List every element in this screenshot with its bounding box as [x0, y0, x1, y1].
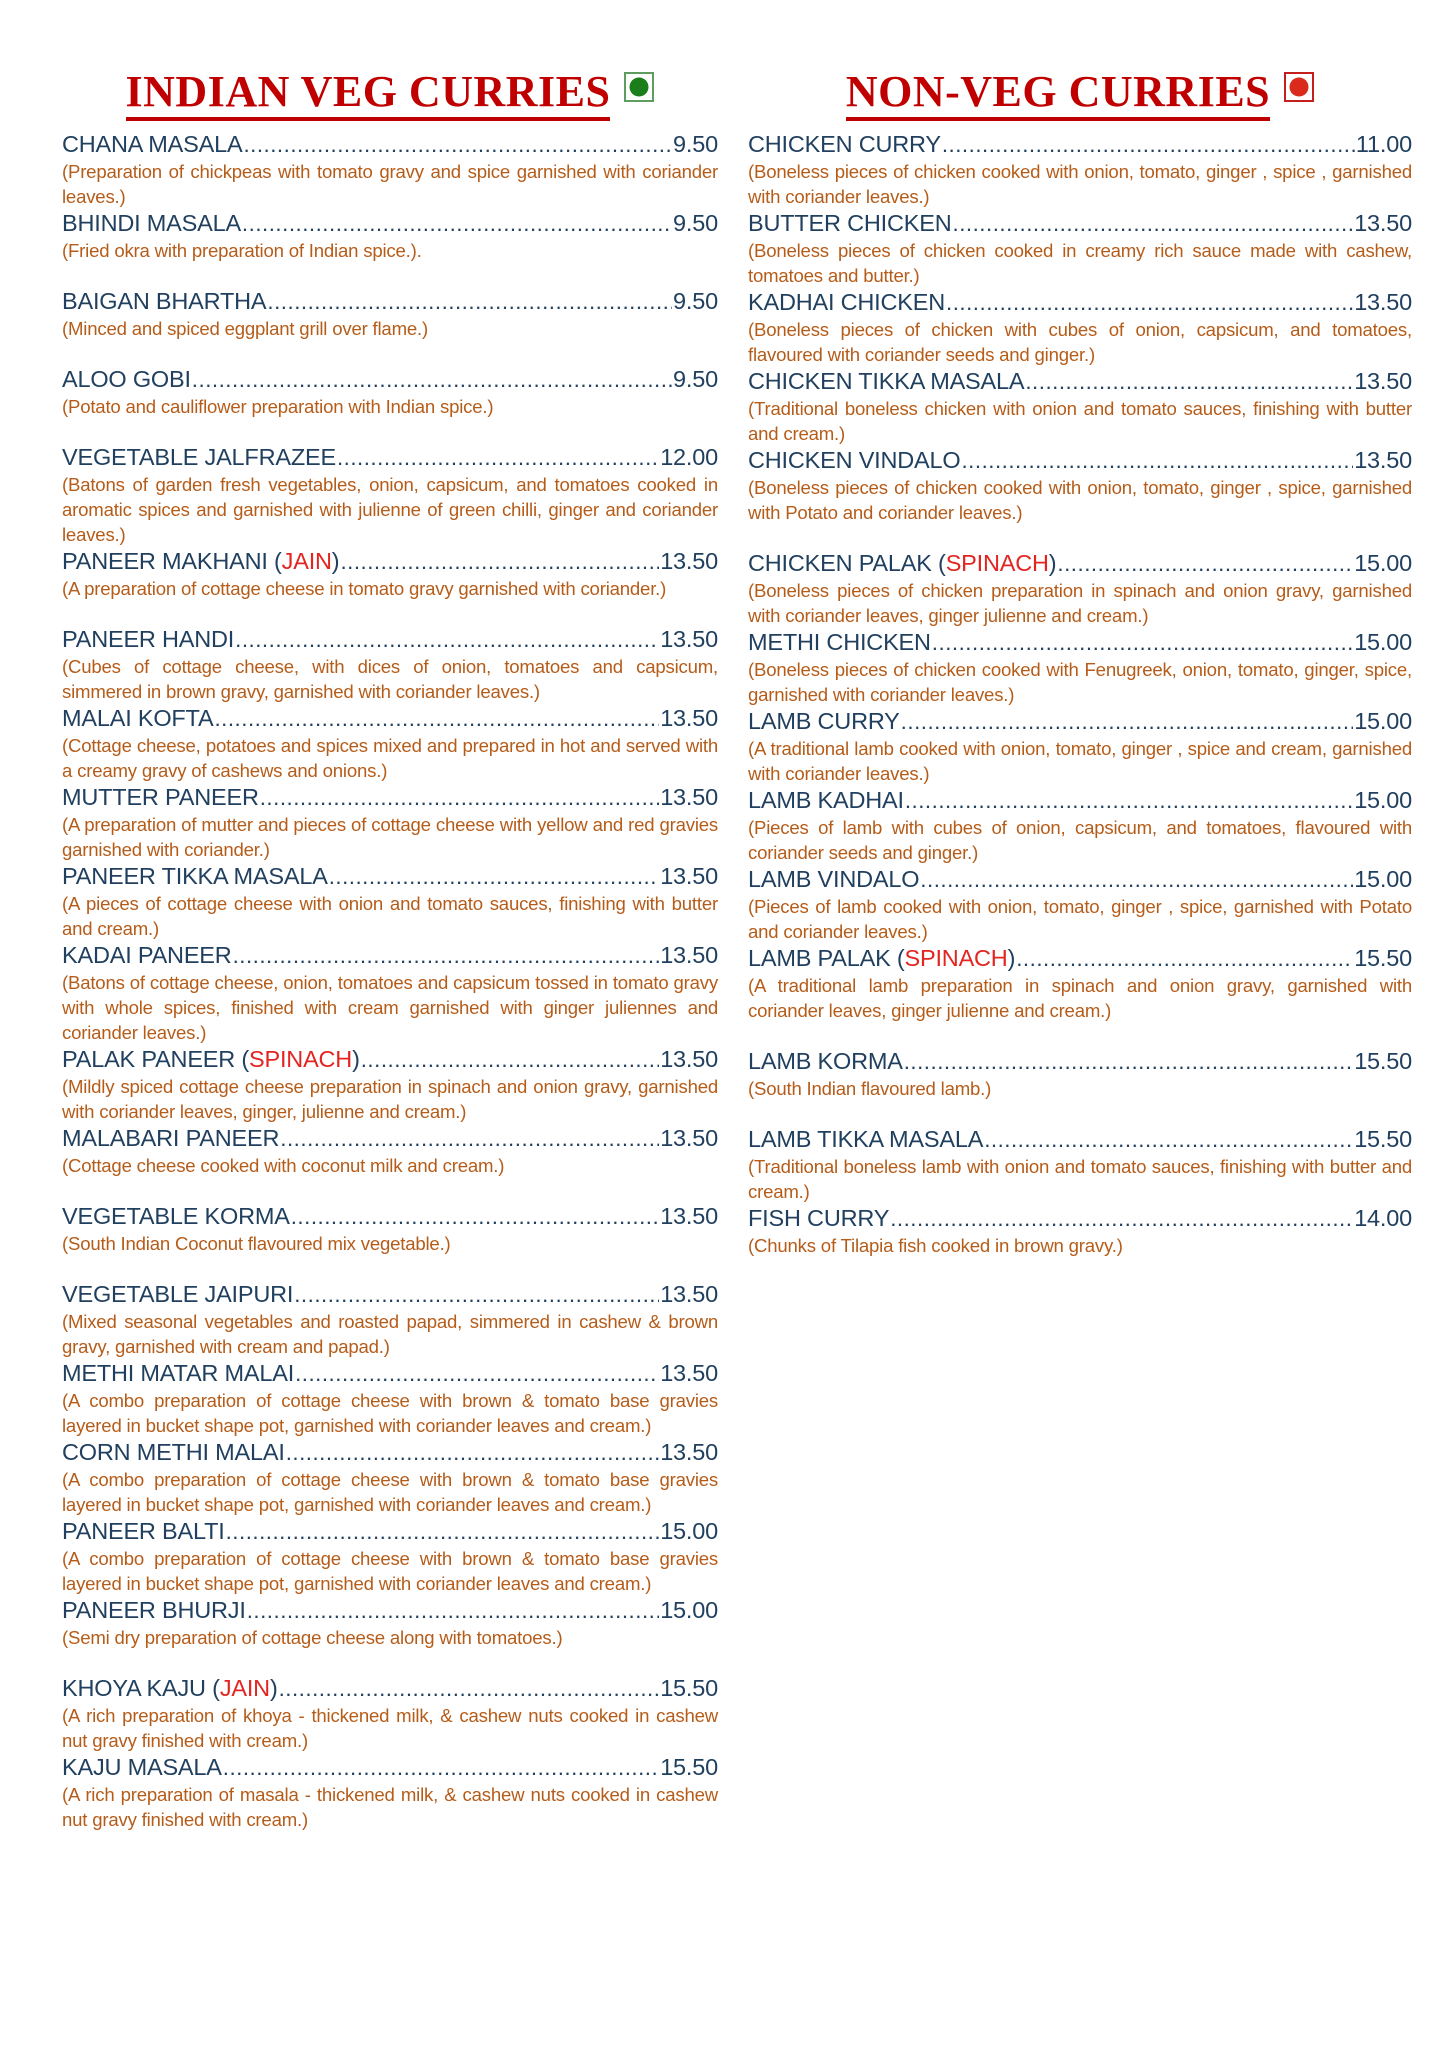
menu-item-line — [62, 288, 718, 315]
menu-item-name: CORN METHI MALAI — [62, 1439, 285, 1466]
menu-item-name: PANEER MAKHANI (JAIN) — [62, 548, 340, 575]
menu-item-price: 13.50 — [1354, 210, 1412, 237]
menu-item-description: (Fried okra with preparation of Indian spice.). — [62, 240, 422, 262]
menu-item-description: (A pieces of cottage cheese with onion and tomato sauces, finishing with butter and cream.) — [62, 893, 718, 940]
menu-item-price: 13.50 — [660, 1046, 718, 1073]
menu-item-name: MALAI KOFTA — [62, 705, 214, 732]
menu-item-description: (Cubes of cottage cheese, with dices of onion, tomatoes and capsicum, simmered in brown gravy, garnished with coriander leaves.) — [62, 656, 718, 703]
menu-item-name: LAMB KORMA — [748, 1048, 903, 1075]
menu-item — [748, 866, 1412, 944]
menu-item-name: KHOYA KAJU (JAIN) — [62, 1675, 278, 1702]
menu-item-price: 13.50 — [660, 1203, 718, 1230]
menu-item-description: (A traditional lamb cooked with onion, tomato, ginger , spice and cream, garnished with coriander leaves.) — [748, 738, 1412, 785]
menu-item-line — [62, 1439, 718, 1466]
menu-item-description: (Cottage cheese, potatoes and spices mixed and prepared in hot and served with a creamy gravy of cashews and onions.) — [62, 735, 718, 782]
menu-item-description: (Traditional boneless chicken with onion and tomato sauces, finishing with butter and cream.) — [748, 398, 1412, 445]
menu-item-line — [62, 366, 718, 393]
dot-leader — [223, 1754, 659, 1781]
menu-item-price: 13.50 — [1354, 368, 1412, 395]
menu-item — [62, 210, 718, 263]
dot-leader — [361, 1046, 659, 1073]
menu-item-price: 13.50 — [1354, 447, 1412, 474]
menu-item-name: ALOO GOBI — [62, 366, 191, 393]
menu-item-line — [62, 131, 718, 158]
dot-leader — [337, 444, 659, 471]
menu-item-name: PANEER TIKKA MASALA — [62, 863, 328, 890]
menu-item-description: (A combo preparation of cottage cheese with brown & tomato base gravies layered in bucket shape pot, garnished with coriander leaves and cream.) — [62, 1548, 718, 1595]
menu-item-line — [748, 368, 1412, 395]
dietary-tag: SPINACH — [945, 550, 1049, 577]
menu-item-line — [62, 705, 718, 732]
menu-item-name: CHICKEN PALAK (SPINACH) — [748, 550, 1057, 577]
menu-item — [62, 366, 718, 419]
menu-item-name: LAMB CURRY — [748, 708, 900, 735]
menu-item-name: KADAI PANEER — [62, 942, 232, 969]
dot-leader — [280, 1125, 659, 1152]
menu-item-name: LAMB VINDALO — [748, 866, 920, 893]
veg-section-title — [62, 68, 718, 121]
menu-item-line — [62, 784, 718, 811]
menu-item-price: 15.00 — [1354, 550, 1412, 577]
menu-item-line — [748, 866, 1412, 893]
menu-item-line — [748, 550, 1412, 577]
menu-item-line — [62, 1675, 718, 1702]
dot-leader — [286, 1439, 660, 1466]
dot-leader — [235, 626, 659, 653]
menu-item — [748, 1048, 1412, 1101]
menu-item — [748, 210, 1412, 288]
menu-item-price: 13.50 — [660, 1439, 718, 1466]
menu-item — [62, 784, 718, 862]
menu-item-description: (Boneless pieces of chicken cooked with onion, tomato, ginger , spice, garnished with Potato and coriander leaves.) — [748, 477, 1412, 524]
menu-item-description: (Batons of garden fresh vegetables, onion, capsicum, and tomatoes cooked in aromatic spices and garnished with julienne of green chilli, ginger and coriander leaves.) — [62, 474, 718, 546]
menu-item-price: 13.50 — [660, 1360, 718, 1387]
dot-leader — [329, 863, 660, 890]
dot-leader — [340, 548, 659, 575]
menu-item-name: CHANA MASALA — [62, 131, 243, 158]
dot-leader — [984, 1126, 1353, 1153]
menu-item-description: (Pieces of lamb cooked with onion, tomato, ginger , spice, garnished with Potato and coriander leaves.) — [748, 896, 1412, 943]
menu-item-name: BHINDI MASALA — [62, 210, 241, 237]
menu-item — [62, 444, 718, 547]
menu-item-name: MALABARI PANEER — [62, 1125, 280, 1152]
menu-item — [748, 708, 1412, 786]
menu-item-description: (Boneless pieces of chicken cooked with onion, tomato, ginger , spice , garnished with coriander leaves.) — [748, 161, 1412, 208]
menu-item-name: KAJU MASALA — [62, 1754, 222, 1781]
menu-item — [62, 1597, 718, 1650]
dietary-tag: SPINACH — [249, 1046, 353, 1073]
menu-item-description: (Boneless pieces of chicken preparation in spinach and onion gravy, garnished with coriander leaves, ginger julienne and cream.) — [748, 580, 1412, 627]
menu-item-description: (A traditional lamb preparation in spinach and onion gravy, garnished with coriander leaves, ginger julienne and cream.) — [748, 975, 1412, 1022]
dot-leader — [961, 447, 1353, 474]
menu-item-price: 15.00 — [1354, 708, 1412, 735]
dot-leader — [267, 288, 672, 315]
menu-columns — [62, 68, 1412, 1833]
menu-item — [62, 1203, 718, 1256]
menu-item — [62, 288, 718, 341]
menu-item-name: PANEER BHURJI — [62, 1597, 246, 1624]
menu-item-price: 15.50 — [1354, 945, 1412, 972]
nonveg-items-list — [748, 131, 1412, 1258]
menu-item-name: CHICKEN VINDALO — [748, 447, 961, 474]
menu-item-price: 15.50 — [660, 1675, 718, 1702]
nonveg-section-title-text: NON-VEG CURRIES — [846, 68, 1270, 121]
menu-item-line — [62, 444, 718, 471]
menu-item-description: (Traditional boneless lamb with onion and tomato sauces, finishing with butter and cream.) — [748, 1156, 1412, 1203]
menu-item-description: (Preparation of chickpeas with tomato gravy and spice garnished with coriander leaves.) — [62, 161, 718, 208]
menu-item — [62, 942, 718, 1045]
menu-item — [748, 629, 1412, 707]
menu-item — [62, 548, 718, 601]
menu-item-line — [62, 1281, 718, 1308]
menu-item-line — [62, 210, 718, 237]
dot-leader — [242, 210, 672, 237]
menu-item-description: (A rich preparation of masala - thickened milk, & cashew nuts cooked in cashew nut gravy finished with cream.) — [62, 1784, 718, 1831]
menu-item-description: (A rich preparation of khoya - thickened milk, & cashew nuts cooked in cashew nut gravy finished with cream.) — [62, 1705, 718, 1752]
menu-item-price: 11.00 — [1355, 131, 1412, 158]
dot-leader — [233, 942, 660, 969]
menu-item-line — [748, 210, 1412, 237]
dot-leader — [901, 708, 1354, 735]
menu-item-line — [62, 1203, 718, 1230]
section-veg-curries — [62, 68, 718, 1833]
menu-item-line — [748, 1048, 1412, 1075]
menu-item-description: (Boneless pieces of chicken cooked with Fenugreek, onion, tomato, ginger, spice, garnished with coriander leaves.) — [748, 659, 1412, 706]
menu-item-line — [748, 708, 1412, 735]
menu-item-price: 9.50 — [673, 131, 718, 158]
menu-item-description: (Pieces of lamb with cubes of onion, capsicum, and tomatoes, flavoured with coriander seeds and ginger.) — [748, 817, 1412, 864]
menu-item-name: MUTTER PANEER — [62, 784, 259, 811]
dot-leader — [904, 1048, 1353, 1075]
menu-item-description: (Boneless pieces of chicken with cubes of onion, capsicum, and tomatoes, flavoured with coriander seeds and ginger.) — [748, 319, 1412, 366]
menu-item-description: (Chunks of Tilapia fish cooked in brown gravy.) — [748, 1235, 1123, 1257]
dot-leader — [905, 787, 1353, 814]
veg-items-list — [62, 131, 718, 1832]
menu-item — [62, 1281, 718, 1359]
menu-item-name: BUTTER CHICKEN — [748, 210, 952, 237]
dietary-tag: SPINACH — [904, 945, 1008, 972]
menu-item-name: VEGETABLE JALFRAZEE — [62, 444, 336, 471]
green-dot-icon — [624, 72, 654, 102]
menu-item — [748, 289, 1412, 367]
menu-item-line — [748, 289, 1412, 316]
menu-item-description: (Boneless pieces of chicken cooked in creamy rich sauce made with cashew, tomatoes and butter.) — [748, 240, 1412, 287]
menu-item — [748, 1205, 1412, 1258]
dot-leader — [953, 210, 1354, 237]
dot-leader — [291, 1203, 659, 1230]
menu-item — [62, 1125, 718, 1178]
menu-item — [748, 368, 1412, 446]
menu-item-line — [748, 447, 1412, 474]
menu-item-price: 13.50 — [660, 1281, 718, 1308]
dot-leader — [1016, 945, 1353, 972]
dot-leader — [890, 1205, 1353, 1232]
menu-item-name: PANEER HANDI — [62, 626, 235, 653]
menu-item — [62, 131, 718, 209]
menu-item-line — [62, 1046, 718, 1073]
menu-item-line — [748, 131, 1412, 158]
dot-leader — [932, 629, 1353, 656]
menu-item-line — [748, 945, 1412, 972]
menu-item-price: 9.50 — [673, 366, 718, 393]
menu-item — [748, 131, 1412, 209]
menu-item-name: PANEER BALTI — [62, 1518, 225, 1545]
menu-item-line — [62, 1125, 718, 1152]
menu-item — [62, 626, 718, 704]
menu-item-price: 13.50 — [660, 1125, 718, 1152]
dot-leader — [920, 866, 1353, 893]
menu-item-price: 14.00 — [1354, 1205, 1412, 1232]
menu-item-description: (Batons of cottage cheese, onion, tomatoes and capsicum tossed in tomato gravy with whole spices, finished with cream garnished with ginger juliennes and coriander leaves.) — [62, 972, 718, 1044]
dot-leader — [294, 1281, 659, 1308]
dot-leader — [942, 131, 1355, 158]
menu-item-name: FISH CURRY — [748, 1205, 890, 1232]
menu-item — [748, 550, 1412, 628]
menu-item — [748, 787, 1412, 865]
menu-item-price: 15.00 — [1354, 787, 1412, 814]
dot-leader — [243, 131, 672, 158]
nonveg-section-title — [748, 68, 1412, 121]
menu-item — [748, 945, 1412, 1023]
menu-item-description: (South Indian flavoured lamb.) — [748, 1078, 992, 1100]
menu-item-line — [62, 1754, 718, 1781]
dot-leader — [1025, 368, 1353, 395]
menu-item — [62, 1046, 718, 1124]
menu-item-price: 15.50 — [1354, 1126, 1412, 1153]
menu-item-line — [62, 942, 718, 969]
menu-item — [62, 705, 718, 783]
menu-item-price: 13.50 — [660, 784, 718, 811]
menu-item-description: (A preparation of mutter and pieces of cottage cheese with yellow and red gravies garnished with coriander.) — [62, 814, 718, 861]
menu-item-name: KADHAI CHICKEN — [748, 289, 945, 316]
menu-item-price: 12.00 — [660, 444, 718, 471]
section-nonveg-curries — [748, 68, 1412, 1259]
dot-leader — [192, 366, 672, 393]
menu-item-price: 15.00 — [660, 1597, 718, 1624]
menu-item-name: METHI MATAR MALAI — [62, 1360, 295, 1387]
menu-item-name: LAMB KADHAI — [748, 787, 904, 814]
veg-section-title-text: INDIAN VEG CURRIES — [126, 68, 611, 121]
menu-item-name: VEGETABLE JAIPURI — [62, 1281, 294, 1308]
menu-item-price: 13.50 — [660, 942, 718, 969]
menu-item-price: 9.50 — [673, 210, 718, 237]
menu-item-price: 15.00 — [1354, 629, 1412, 656]
menu-item-name: CHICKEN TIKKA MASALA — [748, 368, 1025, 395]
menu-item-description: (Mildly spiced cottage cheese preparation in spinach and onion gravy, garnished with coriander leaves, ginger, julienne and cream.) — [62, 1076, 718, 1123]
menu-item-name: VEGETABLE KORMA — [62, 1203, 290, 1230]
menu-item-price: 15.50 — [660, 1754, 718, 1781]
dietary-tag: JAIN — [281, 548, 332, 575]
menu-item-line — [62, 626, 718, 653]
dietary-tag: JAIN — [219, 1675, 270, 1702]
menu-item — [62, 1675, 718, 1753]
red-dot — [1290, 78, 1309, 97]
menu-item-description: (A combo preparation of cottage cheese with brown & tomato base gravies layered in bucket shape pot, garnished with coriander leaves and cream.) — [62, 1469, 718, 1516]
menu-item-line — [748, 1205, 1412, 1232]
menu-item-description: (Minced and spiced eggplant grill over flame.) — [62, 318, 428, 340]
menu-item-description: (Cottage cheese cooked with coconut milk and cream.) — [62, 1155, 505, 1177]
dot-leader — [295, 1360, 659, 1387]
dot-leader — [946, 289, 1353, 316]
menu-item-description: (A combo preparation of cottage cheese with brown & tomato base gravies layered in bucket shape pot, garnished with coriander leaves and cream.) — [62, 1390, 718, 1437]
menu-item — [62, 1518, 718, 1596]
menu-item-price: 15.00 — [660, 1518, 718, 1545]
dot-leader — [226, 1518, 660, 1545]
dot-leader — [214, 705, 659, 732]
menu-item — [748, 447, 1412, 525]
menu-item-name: CHICKEN CURRY — [748, 131, 941, 158]
menu-item-line — [748, 629, 1412, 656]
menu-item-description: (Semi dry preparation of cottage cheese along with tomatoes.) — [62, 1627, 563, 1649]
menu-item — [62, 1360, 718, 1438]
menu-item-description: (South Indian Coconut flavoured mix vegetable.) — [62, 1233, 451, 1255]
menu-item — [62, 1439, 718, 1517]
dot-leader — [247, 1597, 659, 1624]
menu-item-description: (Potato and cauliflower preparation with Indian spice.) — [62, 396, 494, 418]
menu-item-price: 15.50 — [1354, 1048, 1412, 1075]
dot-leader — [279, 1675, 660, 1702]
menu-item-price: 13.50 — [660, 548, 718, 575]
menu-item-line — [62, 1518, 718, 1545]
menu-item — [62, 863, 718, 941]
menu-item-price: 13.50 — [660, 705, 718, 732]
menu-item-name: PALAK PANEER (SPINACH) — [62, 1046, 360, 1073]
menu-item-price: 13.50 — [660, 626, 718, 653]
green-dot — [630, 78, 649, 97]
menu-item-line — [62, 1597, 718, 1624]
menu-item-line — [62, 1360, 718, 1387]
menu-item-price: 15.00 — [1354, 866, 1412, 893]
menu-item-price: 13.50 — [1354, 289, 1412, 316]
menu-item-line — [748, 1126, 1412, 1153]
menu-item-description: (A preparation of cottage cheese in tomato gravy garnished with coriander.) — [62, 578, 667, 600]
menu-item-line — [62, 548, 718, 575]
dot-leader — [1057, 550, 1353, 577]
menu-item-name: METHI CHICKEN — [748, 629, 931, 656]
red-dot-icon — [1284, 72, 1314, 102]
menu-item-line — [62, 863, 718, 890]
menu-item-name: BAIGAN BHARTHA — [62, 288, 267, 315]
menu-item-line — [748, 787, 1412, 814]
menu-item — [748, 1126, 1412, 1204]
menu-item-price: 9.50 — [673, 288, 718, 315]
dot-leader — [260, 784, 659, 811]
menu-item-price: 13.50 — [660, 863, 718, 890]
menu-item-name: LAMB PALAK (SPINACH) — [748, 945, 1016, 972]
menu-item — [62, 1754, 718, 1832]
menu-item-description: (Mixed seasonal vegetables and roasted papad, simmered in cashew & brown gravy, garnished with cream and papad.) — [62, 1311, 718, 1358]
menu-item-name: LAMB TIKKA MASALA — [748, 1126, 984, 1153]
